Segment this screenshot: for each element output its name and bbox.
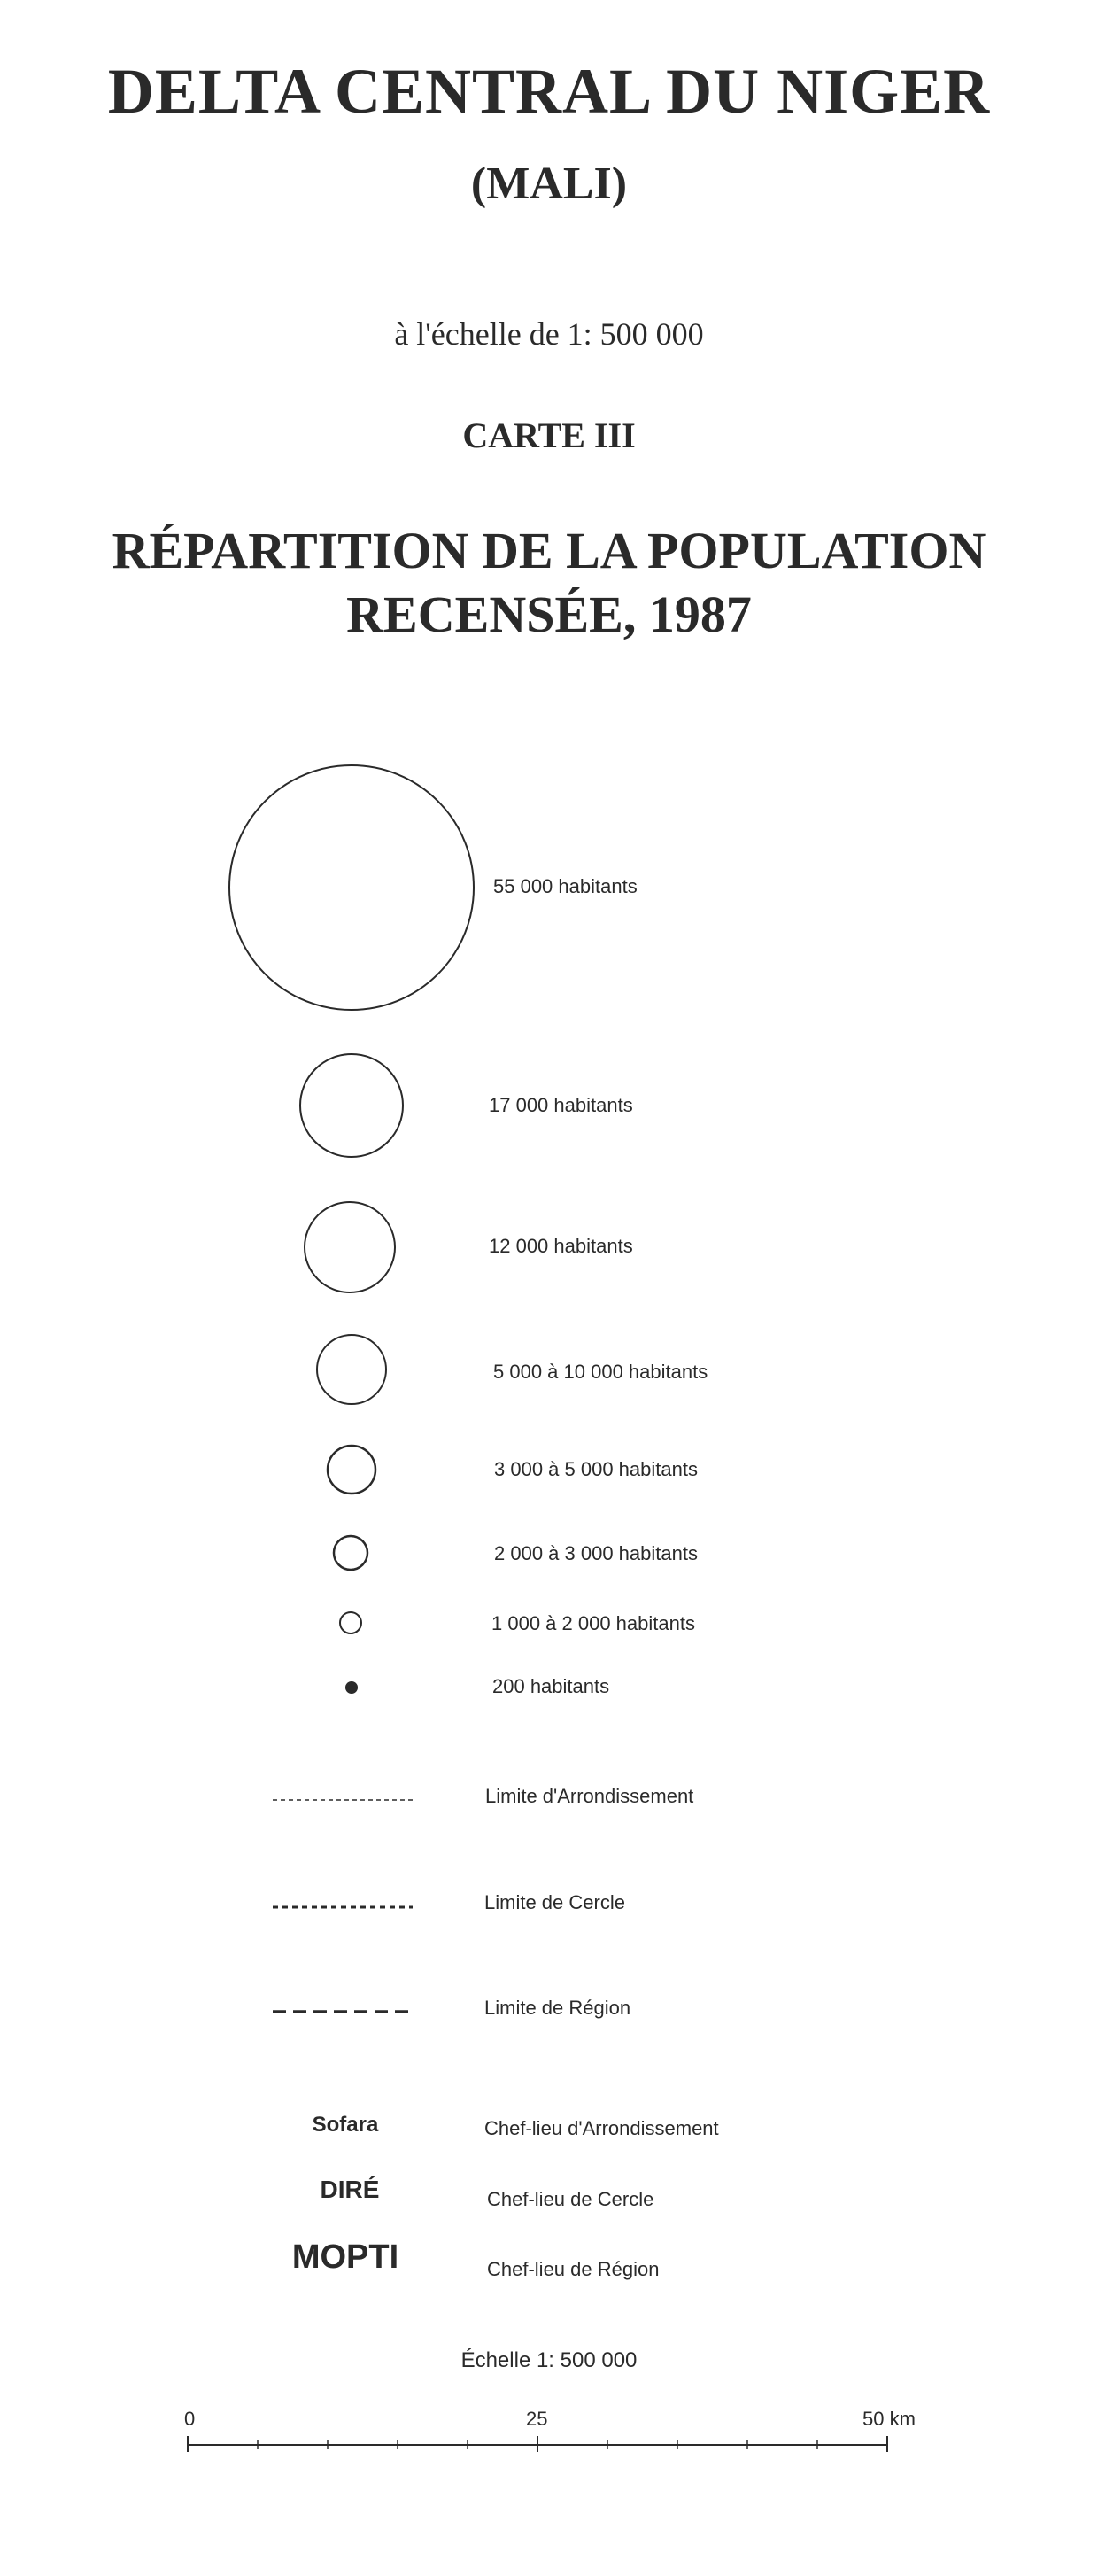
map-main-title: DELTA CENTRAL DU NIGER	[107, 56, 991, 127]
population-label: 12 000 habitants	[489, 1235, 633, 1257]
population-label: 5 000 à 10 000 habitants	[493, 1361, 708, 1383]
population-circle-1000-2000	[340, 1612, 361, 1633]
map-country-subtitle: (MALI)	[470, 159, 628, 209]
capital-label-region: Chef-lieu de Région	[487, 2258, 660, 2280]
population-label: 200 habitants	[492, 1675, 610, 1697]
population-label: 55 000 habitants	[493, 875, 638, 897]
scale-tick-label-start: 0	[184, 2408, 196, 2430]
population-label: 3 000 à 5 000 habitants	[494, 1458, 698, 1480]
map-scale-statement: à l'échelle de 1: 500 000	[394, 316, 704, 352]
town-sample-arrondissement: Sofara	[312, 2113, 379, 2137]
boundary-symbols	[273, 1800, 413, 2012]
scale-tick-label-end: 50 km	[862, 2408, 916, 2430]
capital-label-arrondissement: Chef-lieu d'Arrondissement	[484, 2117, 719, 2139]
town-sample-cercle: DIRÉ	[320, 2176, 380, 2203]
population-circle-17000	[300, 1054, 403, 1157]
boundary-label-cercle: Limite de Cercle	[484, 1891, 625, 1913]
population-symbols	[229, 765, 474, 1694]
map-theme-title-line-2: RECENSÉE, 1987	[346, 586, 752, 643]
capital-label-cercle: Chef-lieu de Cercle	[487, 2188, 654, 2210]
scale-caption: Échelle 1: 500 000	[460, 2348, 638, 2372]
population-circle-12000	[305, 1202, 395, 1292]
town-sample-region: MOPTI	[291, 2238, 399, 2276]
population-label: 17 000 habitants	[489, 1094, 633, 1116]
population-circle-3000-5000	[328, 1446, 375, 1494]
map-theme-title-line-1: RÉPARTITION DE LA POPULATION	[112, 522, 986, 579]
boundary-label-arrondissement: Limite d'Arrondissement	[485, 1785, 694, 1807]
population-label: 1 000 à 2 000 habitants	[491, 1612, 695, 1634]
population-dot-200	[345, 1681, 358, 1694]
scale-tick-label-mid: 25	[526, 2408, 548, 2430]
population-circle-2000-3000	[334, 1536, 367, 1570]
scale-bar	[188, 2436, 887, 2452]
population-circle-55000	[229, 765, 474, 1010]
population-circle-5000-10000	[317, 1335, 386, 1404]
population-label: 2 000 à 3 000 habitants	[494, 1542, 698, 1564]
map-number: CARTE III	[462, 415, 636, 455]
boundary-label-region: Limite de Région	[484, 1997, 631, 2019]
